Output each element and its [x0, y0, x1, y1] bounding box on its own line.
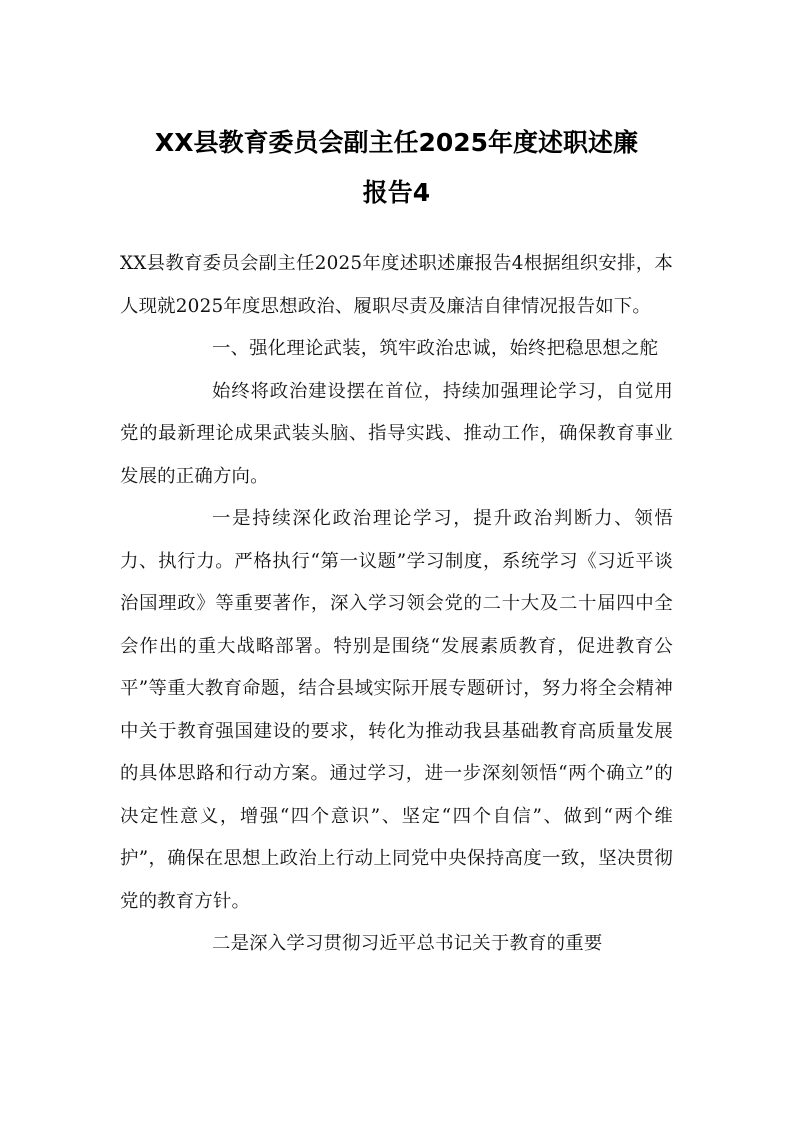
document-title-line-1: XX县教育委员会副主任2025年度述职述廉 [154, 128, 639, 157]
paragraph-point-1: 一是持续深化政治理论学习，提升政治判断力、领悟力、执行力。严格执行“第一议题”学习制度，系统学习《习近平谈治国理政》等重要著作，深入学习领会党的二十大及二十届四中全会作出的重大战略部署。特别是围绕“发展素质教育，促进教育公平”等重大教育命题，结合县域实际开展专题研讨，努力将全会精神中关于教育强国建设的要求，转化为推动我县基础教育高质量发展的具体思路和行动方案。通过学习，进一步深刻领悟“两个确立”的决定性意义，增强“四个意识”、坚定“四个自信”、做到“两个维护”，确保在思想上政治上行动上同党中央保持高度一致，坚决贯彻党的教育方针。 [120, 508, 673, 912]
section-heading-1: 一、强化理论武装，筑牢政治忠诚，始终把稳思想之舵 [212, 338, 659, 359]
document-title-line-2: 报告4 [362, 178, 431, 207]
paragraph-point-2: 二是深入学习贯彻习近平总书记关于教育的重要 [212, 933, 603, 954]
document-body [120, 243, 673, 966]
paragraph-section-1-summary: 始终将政治建设摆在首位，持续加强理论学习，自觉用党的最新理论成果武装头脑、指导实践、推动工作，确保教育事业发展的正确方向。 [120, 380, 673, 487]
paragraph-intro: XX县教育委员会副主任2025年度述职述廉报告4根据组织安排，本人现就2025年度思想政治、履职尽责及廉洁自律情况报告如下。 [120, 253, 673, 317]
